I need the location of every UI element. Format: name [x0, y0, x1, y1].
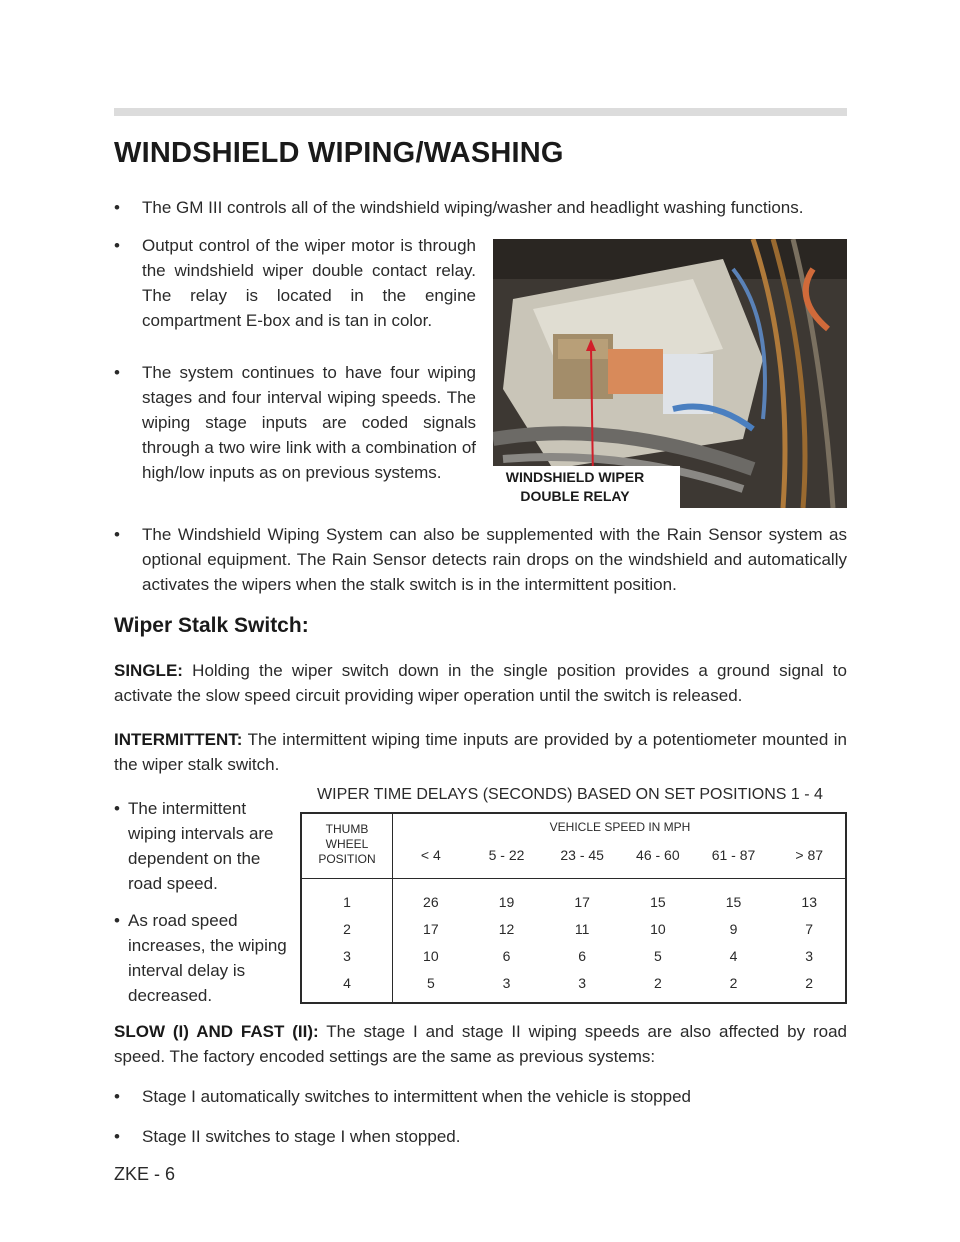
- thumb-position: 4: [343, 974, 351, 991]
- thumb-position: 3: [343, 947, 351, 964]
- speed-range: 23 - 45: [560, 847, 604, 863]
- slow-fast-paragraph: [114, 1019, 847, 1069]
- thumb-wheel-header: [302, 822, 392, 867]
- vehicle-speed-header: VEHICLE SPEED IN MPH: [549, 820, 691, 834]
- relay-photo-label: [470, 466, 680, 508]
- bullet-text: As road speed increases, the wiping interval delay is decreased.: [128, 911, 287, 1005]
- table-cell: 17: [574, 893, 590, 910]
- thumb-position: 2: [343, 920, 351, 937]
- bullet-stage-2: [114, 1124, 847, 1149]
- table-cell: 15: [725, 893, 742, 910]
- table-cell: 4: [729, 947, 738, 964]
- intermittent-paragraph: [114, 727, 847, 777]
- bullet-dot: •: [114, 525, 120, 544]
- bullet-dot: •: [114, 1127, 120, 1146]
- relay-photo-label-line-1: WINDSHIELD WIPER: [505, 469, 645, 485]
- bullet-dot: •: [114, 198, 120, 217]
- thumb-header-line: POSITION: [318, 852, 376, 866]
- speed-range: < 4: [420, 847, 441, 863]
- delay-cells: [393, 921, 847, 937]
- thumb-header-line: WHEEL: [325, 837, 369, 851]
- bullet-stage-1: [114, 1084, 847, 1109]
- table-cell: 10: [650, 920, 666, 937]
- table-cell: 3: [578, 974, 587, 991]
- side-bullet-road-speed: [114, 796, 294, 896]
- bullet-dot: •: [114, 799, 120, 818]
- bullet-gm3-controls: [114, 195, 854, 220]
- table-body: [302, 888, 847, 996]
- table-cell: 10: [423, 947, 439, 964]
- page-title: WINDSHIELD WIPING/WASHING: [114, 137, 564, 169]
- table-cell: 2: [653, 974, 662, 991]
- relay-photo-label-line-2: DOUBLE RELAY: [520, 488, 630, 504]
- table-cell: 7: [805, 920, 814, 937]
- single-text: Holding the wiper switch down in the single position provides a ground signal to activate the slow speed circuit providing wiper operation until the switch is released.: [114, 661, 847, 705]
- thumb-header-line: THUMB: [325, 822, 369, 836]
- table-cell: 6: [502, 947, 511, 964]
- table-cell: 17: [423, 920, 439, 937]
- table-cell: 3: [502, 974, 511, 991]
- table-cell: 5: [653, 947, 662, 964]
- side-bullet-delay-decrease: [114, 908, 294, 1008]
- bullet-text: Stage I automatically switches to intermittent when the vehicle is stopped: [142, 1087, 692, 1106]
- table-cell: 13: [801, 893, 817, 910]
- bullet-dot: •: [114, 1087, 120, 1106]
- table-row: [302, 915, 847, 942]
- table-row: [302, 969, 847, 996]
- table-row: [302, 888, 847, 915]
- bullet-output-control: [114, 233, 476, 333]
- bullet-rain-sensor: [114, 522, 847, 597]
- bullet-text: The Windshield Wiping System can also be supplemented with the Rain Sensor system as optional equipment. The Rain Sensor detects rain drops on the windshield and automatically activates the wipers when the stalk switch is in the intermittent position.: [142, 525, 847, 594]
- speed-range: 46 - 60: [636, 847, 680, 863]
- table-cell: 2: [805, 974, 814, 991]
- delay-cells: [393, 975, 847, 991]
- section-heading: Wiper Stalk Switch:: [114, 614, 309, 637]
- table-cell: 5: [426, 974, 435, 991]
- thumb-position: 1: [343, 893, 351, 910]
- delay-cells: [393, 948, 847, 964]
- speed-range: 5 - 22: [488, 847, 525, 863]
- table-title: WIPER TIME DELAYS (SECONDS) BASED ON SET POSITIONS 1 - 4: [317, 786, 823, 803]
- intermittent-text: The intermittent wiping time inputs are provided by a potentiometer mounted in the wiper stalk switch.: [114, 730, 847, 774]
- bullet-wiping-stages: [114, 360, 476, 485]
- slow-fast-lead: SLOW (I) AND FAST (II):: [114, 1022, 319, 1041]
- table-divider-horizontal: [302, 878, 845, 879]
- bullet-text: The GM III controls all of the windshield wiping/washer and headlight washing functions.: [142, 198, 804, 217]
- table-cell: 2: [729, 974, 738, 991]
- table-cell: 19: [498, 893, 515, 910]
- table-row: [302, 942, 847, 969]
- wiper-delay-table: [300, 812, 847, 1004]
- single-lead: SINGLE:: [114, 661, 183, 680]
- speed-ranges-row: [393, 847, 847, 863]
- bullet-dot: •: [114, 363, 120, 382]
- table-cell: 3: [805, 947, 814, 964]
- table-cell: 9: [729, 920, 738, 937]
- bullet-dot: •: [114, 911, 120, 930]
- table-cell: 12: [498, 920, 515, 937]
- single-paragraph: [114, 658, 847, 708]
- table-cell: 6: [578, 947, 587, 964]
- bullet-text: The system continues to have four wiping stages and four interval wiping speeds. The wiping stage inputs are coded signals through a two wire link with a combination of high/low inputs as on previous systems.: [142, 363, 476, 482]
- table-cell: 15: [650, 893, 666, 910]
- header-rule: [114, 108, 847, 116]
- bullet-text: Output control of the wiper motor is through the windshield wiper double contact relay. The relay is located in the engine compartment E-box and is tan in color.: [142, 236, 476, 330]
- table-cell: 26: [423, 893, 439, 910]
- bullet-dot: •: [114, 236, 120, 255]
- speed-range: 61 - 87: [711, 847, 756, 863]
- delay-cells: [393, 894, 847, 910]
- table-cell: 11: [574, 920, 590, 937]
- intermittent-lead: INTERMITTENT:: [114, 730, 243, 749]
- page-footer: ZKE - 6: [114, 1164, 176, 1184]
- speed-range: > 87: [795, 847, 824, 863]
- bullet-text: The intermittent wiping intervals are dependent on the road speed.: [128, 799, 274, 893]
- bullet-text: Stage II switches to stage I when stopped.: [142, 1127, 461, 1146]
- slow-fast-text: The stage I and stage II wiping speeds are also affected by road speed. The factory encoded settings are the same as previous systems:: [114, 1022, 847, 1066]
